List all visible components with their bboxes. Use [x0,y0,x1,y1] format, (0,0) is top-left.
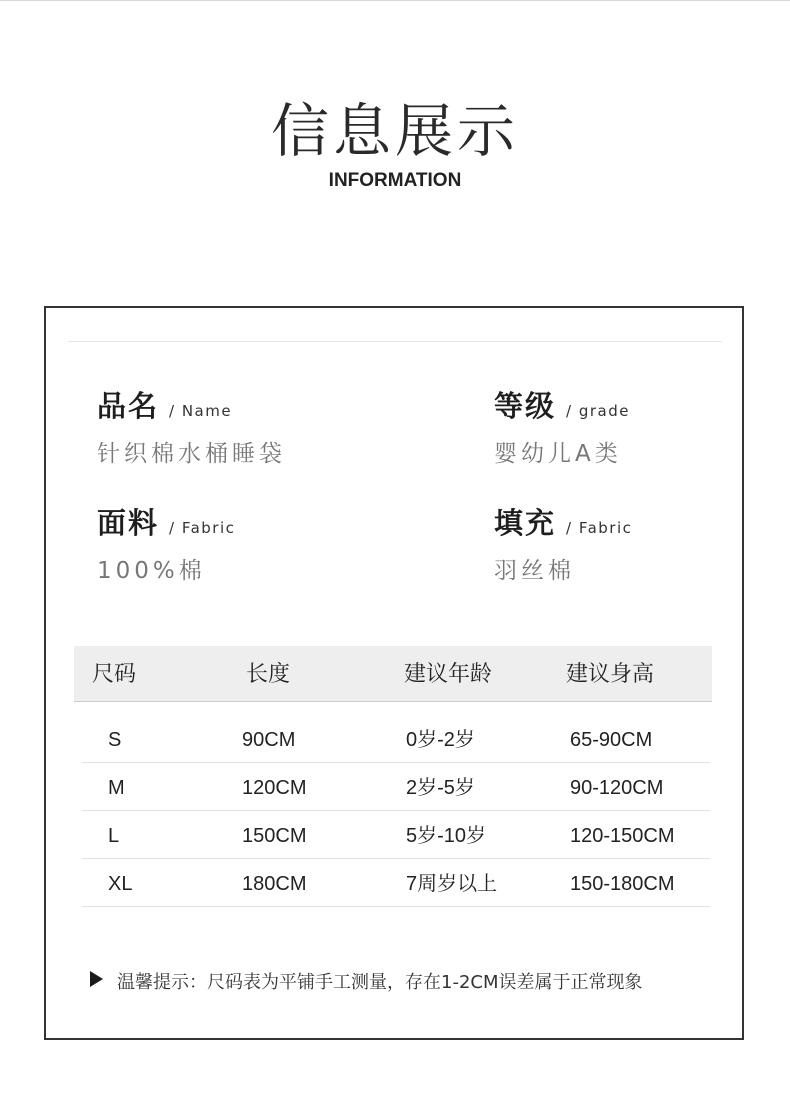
height-cell: 120-150CM [570,825,675,847]
size-cell: S [108,729,122,751]
table-row [82,859,710,907]
page-subtitle: INFORMATION [328,170,462,191]
info-name-label: 品名 [97,389,160,423]
table-row [82,811,710,859]
info-fabric [97,501,235,585]
info-panel [44,306,744,1040]
info-name-value: 针织棉水桶睡袋 [97,441,286,467]
age-cell: 5岁-10岁 [406,825,487,847]
info-name-en: / Name [169,402,233,420]
length-cell: 90CM [242,729,296,751]
age-cell: 2岁-5岁 [406,777,475,799]
info-name [97,384,286,468]
size-tip [90,968,643,994]
size-header-age: 建议年龄 [404,662,493,687]
size-cell: M [108,777,125,799]
table-row [82,763,710,811]
top-divider [0,0,790,1]
info-grade-value: 婴幼儿A类 [494,441,622,467]
length-cell: 180CM [242,873,307,895]
info-grade-label: 等级 [494,389,557,423]
size-header-length: 长度 [246,662,291,687]
info-fabric-en: / Fabric [169,519,236,537]
triangle-right-icon [90,971,103,987]
info-fabric-label: 面料 [97,506,160,540]
size-header-height: 建议身高 [566,662,655,687]
height-cell: 65-90CM [570,729,653,751]
size-cell: XL [108,873,133,895]
height-cell: 90-120CM [570,777,664,799]
age-cell: 0岁-2岁 [406,729,475,751]
info-filling [494,501,632,585]
page-title: 信息展示 [270,97,519,165]
size-table-header [74,646,712,702]
size-cell: L [108,825,120,847]
age-cell: 7周岁以上 [406,873,498,895]
size-header-size: 尺码 [92,662,137,687]
height-cell: 150-180CM [570,873,675,895]
table-row [82,715,710,763]
length-cell: 120CM [242,777,307,799]
info-fabric-value: 100%棉 [97,558,206,584]
info-grade [494,384,630,468]
info-grade-en: / grade [566,402,630,420]
length-cell: 150CM [242,825,307,847]
info-filling-value: 羽丝棉 [494,558,575,584]
info-filling-label: 填充 [494,506,557,540]
size-tip-text: 温馨提示：尺码表为平铺手工测量，存在1-2CM误差属于正常现象 [117,972,643,993]
info-filling-en: / Fabric [566,519,633,537]
panel-divider [68,341,722,342]
